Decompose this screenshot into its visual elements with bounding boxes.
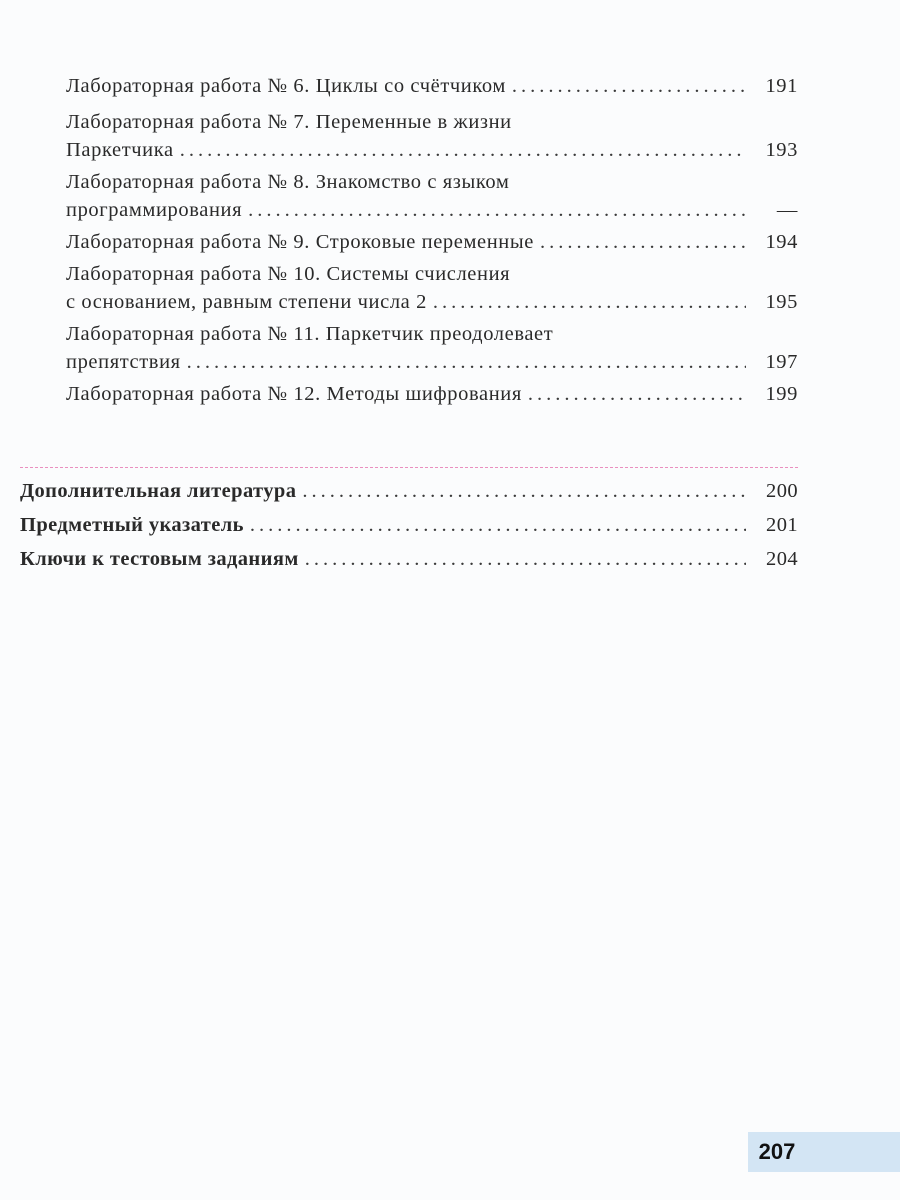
toc-entry-title-continued: программирования — [66, 199, 243, 221]
toc-entry-page: 197 — [765, 351, 798, 373]
toc-entry-test-keys — [20, 545, 798, 573]
toc-entry-lab-7 — [66, 108, 798, 164]
toc-entry-title: Лабораторная работа № 10. Системы счисления — [66, 263, 511, 285]
toc-entry-title: Лабораторная работа № 12. Методы шифрования — [66, 383, 522, 405]
dot-leader — [302, 477, 746, 505]
toc-entry-title: Ключи к тестовым заданиям — [20, 548, 299, 570]
toc-entry-page: 204 — [766, 548, 798, 570]
page-number: 207 — [758, 1139, 796, 1164]
toc-entry-title-continued: препятствия — [66, 351, 181, 373]
dot-leader — [512, 72, 746, 100]
toc-entry-page: — — [776, 199, 798, 221]
toc-entry-title: Лабораторная работа № 9. Строковые переменные — [66, 231, 534, 253]
toc-entry-title-continued: с основанием, равным степени числа 2 — [66, 291, 427, 313]
toc-entry-lab-11 — [66, 320, 798, 376]
toc-entry-title: Лабораторная работа № 7. Переменные в жизни — [66, 111, 512, 133]
toc-entry-page: 195 — [765, 291, 798, 313]
toc-entry-page: 199 — [765, 383, 798, 405]
toc-entry-page: 191 — [765, 75, 798, 97]
toc-entry-lab-6 — [66, 72, 798, 100]
toc-entry-lab-12 — [66, 380, 798, 408]
toc-entry-title: Лабораторная работа № 8. Знакомство с языком — [66, 171, 510, 193]
toc-entry-page: 201 — [766, 514, 798, 536]
toc-entry-page: 193 — [765, 139, 798, 161]
dot-leader — [248, 196, 746, 224]
toc-entry-title-continued: Паркетчика — [66, 139, 174, 161]
dot-leader — [180, 136, 746, 164]
toc-entry-title: Лабораторная работа № 11. Паркетчик преодолевает — [66, 323, 554, 345]
toc-entry-lab-9 — [66, 228, 798, 256]
toc-entry-title: Лабораторная работа № 6. Циклы со счётчиком — [66, 75, 506, 97]
dot-leader — [305, 545, 746, 573]
dot-leader — [433, 288, 746, 316]
toc-entry-lab-8 — [66, 168, 798, 224]
toc-entry-title: Дополнительная литература — [20, 480, 297, 502]
toc-entry-further-reading — [20, 477, 798, 505]
dot-leader — [187, 348, 746, 376]
toc-entry-subject-index — [20, 511, 798, 539]
section-divider — [20, 467, 798, 468]
toc-entry-page: 194 — [765, 231, 798, 253]
toc-entry-lab-10 — [66, 260, 798, 316]
dot-leader — [540, 228, 746, 256]
dot-leader — [250, 511, 746, 539]
toc-entry-title: Предметный указатель — [20, 514, 244, 536]
toc-entry-page: 200 — [766, 480, 798, 502]
dot-leader — [528, 380, 746, 408]
